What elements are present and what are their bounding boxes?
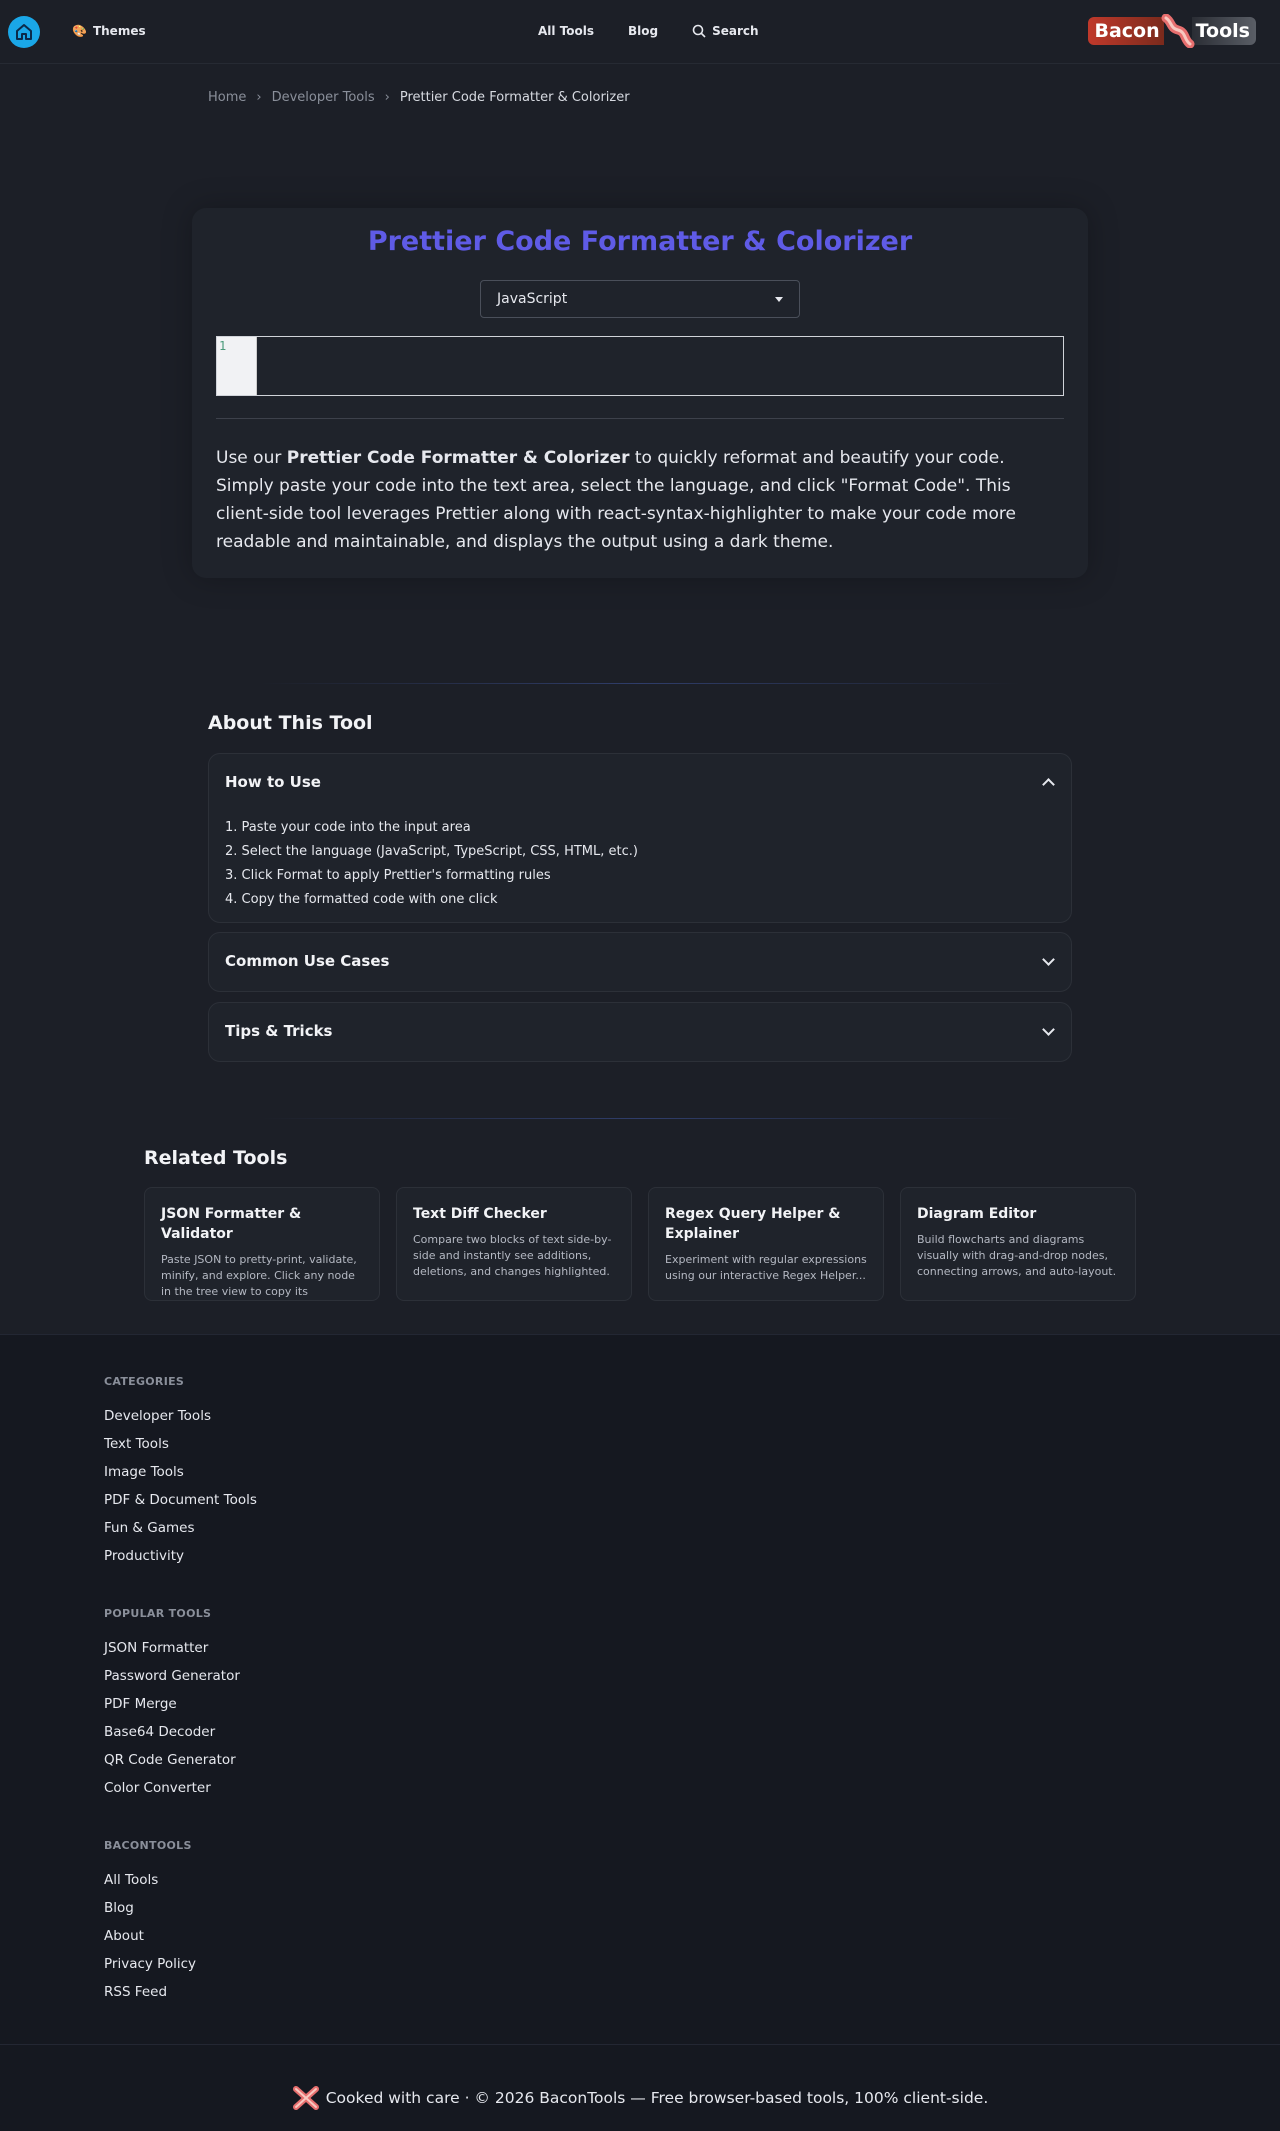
brand-right: Tools	[1192, 17, 1256, 45]
footer-heading: POPULAR TOOLS	[104, 1607, 212, 1620]
related-title: Related Tools	[144, 1147, 288, 1169]
section-divider	[260, 683, 1020, 684]
divider	[216, 418, 1064, 419]
footer-link[interactable]: About	[104, 1928, 144, 1944]
copyright	[0, 2085, 1280, 2111]
accordion-header-how-to-use[interactable]	[209, 754, 1071, 810]
themes-label: Themes	[92, 24, 146, 38]
chevron-right-icon: ›	[384, 90, 390, 105]
related-card-title: Text Diff Checker	[413, 1206, 547, 1222]
footer-column-popular-tools	[104, 1607, 240, 1806]
accordion-how-to-use	[208, 753, 1072, 923]
nav-link-blog[interactable]: Blog	[628, 24, 659, 38]
brand-left: Bacon	[1088, 17, 1163, 45]
tool-description	[216, 444, 1064, 556]
breadcrumb-developer-tools[interactable]: Developer Tools	[271, 90, 375, 105]
bacon-icon	[292, 2085, 320, 2111]
footer-link[interactable]: Image Tools	[104, 1464, 184, 1480]
related-card-title: Diagram Editor	[917, 1206, 1037, 1222]
list-item: 4. Copy the formatted code with one click	[225, 892, 498, 907]
related-card-title: Regex Query Helper & Explainer	[665, 1206, 841, 1242]
line-number: 1	[219, 339, 227, 353]
accordion-label: Tips & Tricks	[225, 1022, 333, 1040]
search-icon	[692, 24, 706, 38]
footer-link[interactable]: Text Tools	[104, 1436, 169, 1452]
related-card-desc: Experiment with regular expressions using our interactive Regex Helper...	[665, 1253, 867, 1282]
page-title: Prettier Code Formatter & Colorizer	[367, 226, 913, 257]
chevron-right-icon: ›	[256, 90, 262, 105]
related-card-desc: Paste JSON to pretty-print, validate, minify, and explore. Click any node in the tree view to copy its	[161, 1253, 357, 1298]
related-card-text-diff[interactable]	[396, 1187, 632, 1301]
code-editor[interactable]	[216, 336, 1064, 396]
search-label: Search	[712, 24, 759, 38]
footer-link[interactable]: Fun & Games	[104, 1520, 195, 1536]
related-card-diagram-editor[interactable]	[900, 1187, 1136, 1301]
palette-icon: 🎨	[72, 24, 87, 38]
home-button[interactable]	[8, 16, 40, 48]
accordion-label: How to Use	[225, 773, 321, 791]
footer-link[interactable]: Privacy Policy	[104, 1956, 197, 1972]
related-card-desc: Compare two blocks of text side-by-side and instantly see additions, deletions, and changes highlighted.	[413, 1233, 612, 1278]
related-card-desc: Build flowcharts and diagrams visually with drag-and-drop nodes, connecting arrows, and auto-layout.	[917, 1233, 1117, 1278]
footer-link[interactable]: All Tools	[104, 1872, 159, 1888]
copyright-text: Cooked with care · © 2026 BaconTools — Free browser-based tools, 100% client-side.	[325, 2089, 989, 2107]
footer	[0, 1334, 1280, 2131]
chevron-down-icon	[1042, 953, 1055, 966]
accordion-header-tips-tricks[interactable]	[209, 1003, 1071, 1059]
footer-link[interactable]: Password Generator	[104, 1668, 240, 1684]
footer-link[interactable]: Productivity	[104, 1548, 185, 1564]
footer-link[interactable]: PDF Merge	[104, 1696, 177, 1712]
language-select[interactable]	[480, 280, 800, 318]
list-item: 2. Select the language (JavaScript, TypeScript, CSS, HTML, etc.)	[225, 844, 638, 859]
top-navbar	[0, 0, 1280, 64]
related-card-title: JSON Formatter & Validator	[161, 1206, 302, 1242]
breadcrumb-home[interactable]: Home	[208, 90, 247, 105]
breadcrumb-current: Prettier Code Formatter & Colorizer	[399, 90, 630, 105]
nav-link-all-tools[interactable]: All Tools	[538, 24, 595, 38]
desc-tool-name: Prettier Code Formatter & Colorizer	[286, 448, 630, 468]
tool-card	[192, 208, 1088, 578]
footer-link[interactable]: Base64 Decoder	[104, 1724, 216, 1740]
footer-link[interactable]: QR Code Generator	[104, 1752, 236, 1768]
bacon-icon	[1160, 14, 1196, 48]
footer-link[interactable]: RSS Feed	[104, 1984, 168, 2000]
themes-button[interactable]	[72, 24, 146, 38]
list-item: 3. Click Format to apply Prettier's formatting rules	[225, 868, 551, 883]
home-icon	[14, 22, 34, 42]
accordion-label: Common Use Cases	[225, 952, 390, 970]
footer-link[interactable]: Color Converter	[104, 1780, 211, 1796]
accordion-common-use-cases	[208, 932, 1072, 992]
line-number-gutter	[217, 337, 257, 395]
footer-column-categories	[104, 1375, 257, 1574]
accordion-tips-tricks	[208, 1002, 1072, 1062]
accordion-header-common-use-cases[interactable]	[209, 933, 1071, 989]
brand-logo[interactable]	[1088, 16, 1256, 46]
footer-heading: CATEGORIES	[104, 1375, 185, 1388]
chevron-down-icon	[1042, 1023, 1055, 1036]
search-button[interactable]	[692, 24, 758, 38]
desc-prefix: Use our	[216, 448, 287, 468]
section-divider	[260, 1118, 1020, 1119]
about-title: About This Tool	[208, 712, 373, 734]
footer-link[interactable]: Developer Tools	[104, 1408, 211, 1424]
footer-heading: BACONTOOLS	[104, 1839, 192, 1852]
language-select-value: JavaScript	[497, 291, 568, 307]
nav-links	[538, 24, 759, 38]
how-to-steps	[209, 810, 1071, 928]
footer-column-bacontools	[104, 1839, 196, 2010]
footer-link[interactable]: JSON Formatter	[104, 1640, 209, 1656]
list-item: 1. Paste your code into the input area	[225, 820, 471, 835]
related-card-json-formatter[interactable]	[144, 1187, 380, 1301]
related-card-regex-helper[interactable]	[648, 1187, 884, 1301]
footer-divider	[0, 2044, 1280, 2045]
footer-link[interactable]: PDF & Document Tools	[104, 1492, 257, 1508]
chevron-up-icon	[1042, 778, 1055, 791]
code-input[interactable]	[257, 337, 1063, 395]
footer-link[interactable]: Blog	[104, 1900, 134, 1916]
caret-down-icon	[775, 297, 783, 302]
desc-suffix: to quickly reformat and beautify your code. Simply paste your code into the text area, select the language, and click "Format Code". This client-side tool leverages Prettier along with react-syntax-highlighter to make your code more readable and maintainable, and displays the output using a dark theme.	[216, 448, 1017, 552]
breadcrumb	[208, 90, 630, 105]
